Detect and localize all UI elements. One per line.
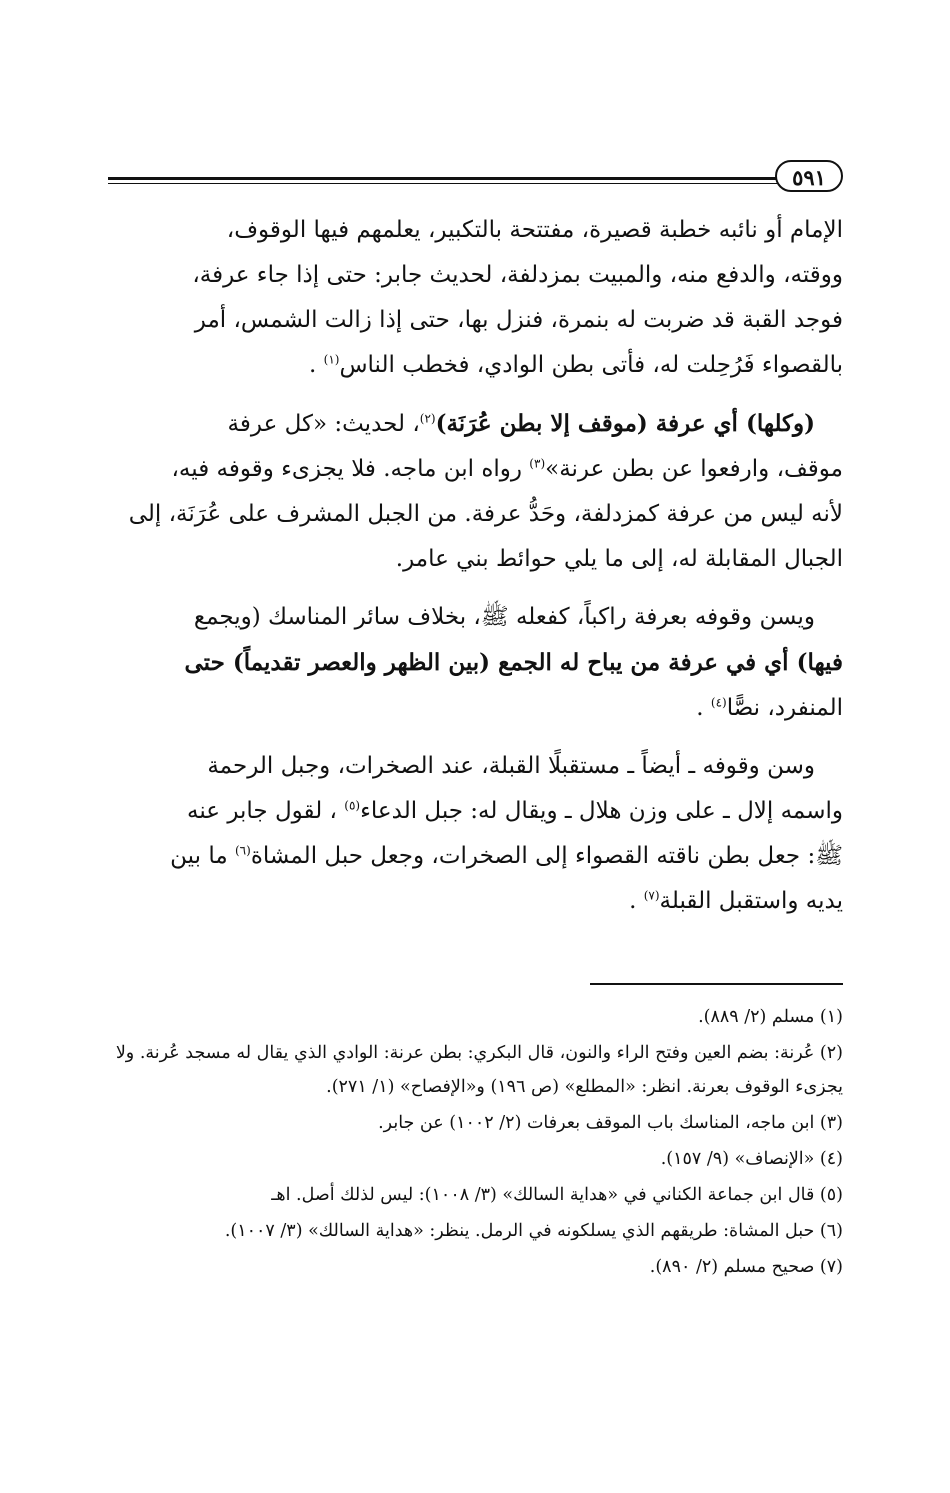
text-segment: ﷺ: جعل بطن ناقته القصواء إلى الصخرات، وجعل حبل المشاة [250, 843, 843, 869]
bold-segment: (وكلها) أي عرفة (موقف إلا بطن عُرَنَة) [435, 410, 815, 437]
text-line [108, 253, 843, 298]
header-rule-thin [108, 183, 783, 184]
text-line [108, 447, 843, 492]
text-line [108, 789, 843, 834]
footnote-marker[interactable]: (٦) [234, 843, 251, 858]
text-line [108, 537, 843, 582]
text-segment: . [309, 352, 324, 378]
footnote-2: (٢) عُرنة: بضم العين وفتح الراء والنون، قال البكري: بطن عرنة: الوادي الذي يقال له مسجد عُرنة. ولا يجزىء الوقوف بعرنة. انظر: «المطلع» (ص ١٩٦) و«الإفصاح» (١/ ٢٧١). [115, 1043, 843, 1097]
text-segment: رواه ابن ماجه. فلا يجزىء وقوفه فيه، [171, 456, 530, 482]
footnote-marker[interactable]: (٥) [344, 798, 361, 813]
text-line [108, 208, 843, 253]
text-segment: ما بين [170, 843, 235, 869]
text-segment: موقف، وارفعوا عن بطن عرنة» [545, 456, 843, 482]
text-segment: ووقته، والدفع منه، والمبيت بمزدلفة، لحديث جابر: حتى إذا جاء عرفة، [192, 262, 843, 288]
paragraph [108, 208, 843, 388]
text-segment: . [696, 695, 711, 721]
footnote-5: (٥) قال ابن جماعة الكناني في «هداية السالك» (٣/ ١٠٠٨): ليس لذلك أصل. اهـ [271, 1185, 843, 1205]
text-line [108, 595, 843, 640]
text-line [108, 401, 843, 447]
paragraph [108, 401, 843, 582]
footnote-marker[interactable]: (٤) [710, 695, 727, 710]
page-header [108, 158, 843, 198]
footnote-separator [590, 983, 843, 985]
footnote-marker[interactable]: (٣) [529, 456, 546, 471]
text-segment: فوجد القبة قد ضربت له بنمرة، فنزل بها، حتى إذا زالت الشمس، أمر [194, 307, 843, 333]
text-line [108, 834, 843, 879]
bold-segment: فيها) أي في عرفة من يباح له الجمع (بين الظهر والعصر تقديماً) حتى [184, 649, 843, 676]
footnotes [108, 1000, 843, 1286]
footnote-7: (٧) صحيح مسلم (٢/ ٨٩٠). [649, 1257, 843, 1277]
text-line [108, 686, 843, 731]
header-rule [108, 177, 783, 180]
text-line [108, 744, 843, 789]
footnote-4: (٤) «الإنصاف» (٩/ ١٥٧). [660, 1149, 843, 1169]
text-segment: ، لقول جابر عنه [187, 798, 345, 824]
text-segment: وسن وقوفه ـ أيضاً ـ مستقبلًا القبلة، عند الصخرات، وجبل الرحمة [207, 753, 815, 779]
text-segment: ، لحديث: «كل عرفة [227, 411, 420, 437]
paragraph [108, 744, 843, 924]
text-line [108, 640, 843, 686]
footnote-3: (٣) ابن ماجه، المناسك باب الموقف بعرفات (٢/ ١٠٠٢) عن جابر. [378, 1113, 843, 1133]
page-number: ٥٩١ [775, 160, 843, 192]
text-line [108, 879, 843, 924]
text-line [108, 298, 843, 343]
footnote-marker[interactable]: (٢) [419, 411, 436, 426]
text-segment: واسمه إلال ـ على وزن هلال ـ ويقال له: جبل الدعاء [360, 798, 843, 824]
text-segment: الجبال المقابلة له، إلى ما يلي حوائط بني عامر. [395, 546, 843, 572]
text-segment: ويسن وقوفه بعرفة راكباً، كفعله ﷺ، بخلاف سائر المناسك (ويجمع [193, 604, 815, 630]
text-segment: الإمام أو نائبه خطبة قصيرة، مفتتحة بالتكبير، يعلمهم فيها الوقوف، [226, 217, 843, 243]
footnote-marker[interactable]: (١) [323, 352, 340, 367]
text-segment: المنفرد، نصًّا [726, 695, 843, 721]
main-text [108, 208, 843, 937]
text-line [108, 492, 843, 537]
text-segment: يديه واستقبل القبلة [659, 888, 843, 914]
footnote-marker[interactable]: (٧) [643, 888, 660, 903]
text-segment: . [629, 888, 644, 914]
text-segment: لأنه ليس من عرفة كمزدلفة، وحَدُّ عرفة. من الجبل المشرف على عُرَنَة، إلى [128, 501, 843, 527]
text-line [108, 343, 843, 388]
footnote-6: (٦) حبل المشاة: طريقهم الذي يسلكونه في الرمل. ينظر: «هداية السالك» (٣/ ١٠٠٧). [224, 1221, 843, 1241]
paragraph [108, 595, 843, 731]
text-segment: بالقصواء فَرُحِلت له، فأتى بطن الوادي، فخطب الناس [339, 352, 843, 378]
footnote-1: (١) مسلم (٢/ ٨٨٩). [698, 1007, 843, 1027]
